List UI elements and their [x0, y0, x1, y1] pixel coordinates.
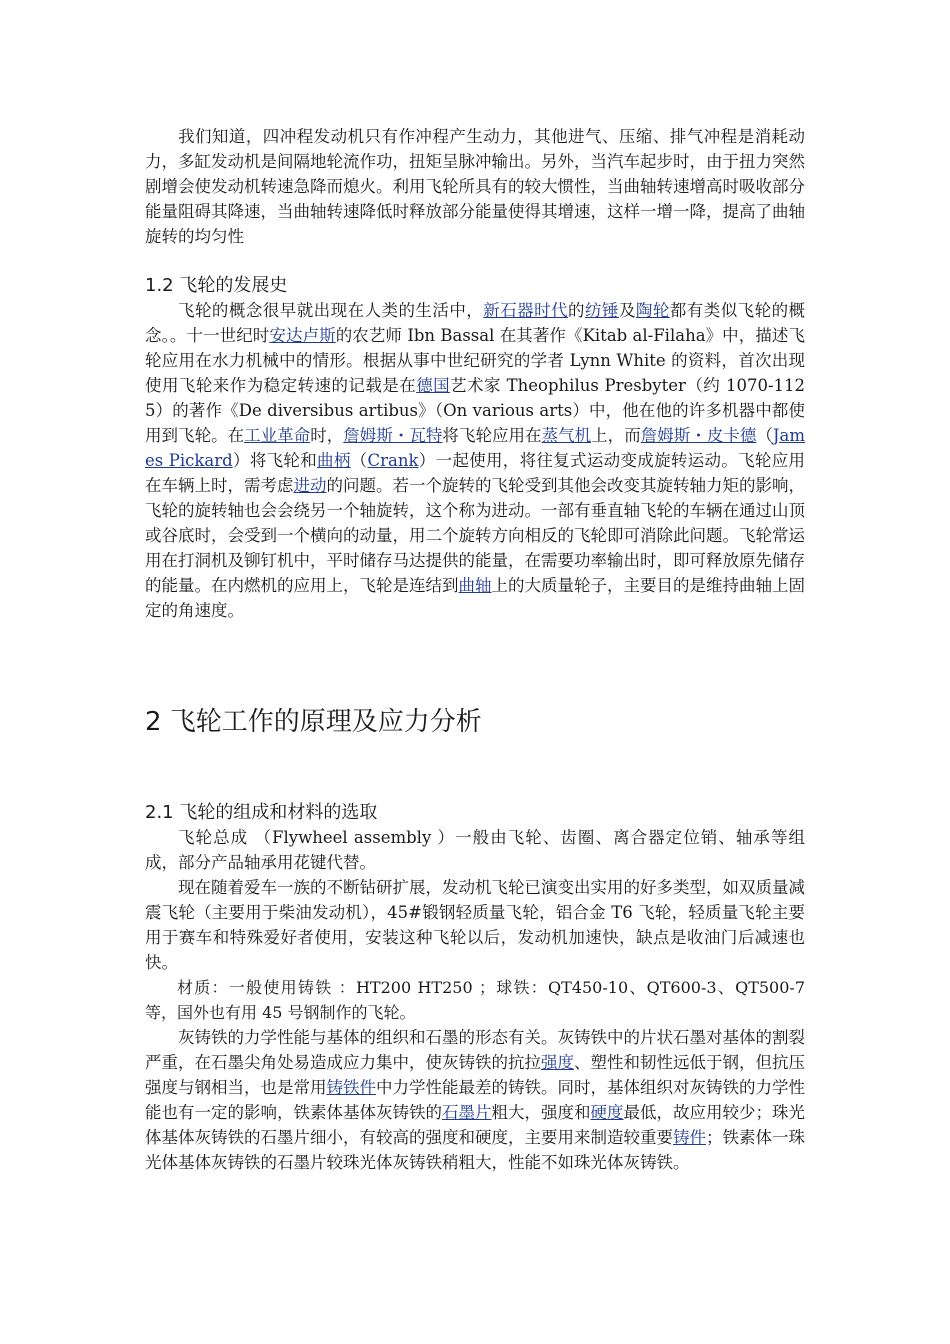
- link-crank-cn[interactable]: 曲柄: [317, 451, 351, 470]
- section-heading-2: 2 飞轮工作的原理及应力分析: [145, 707, 482, 737]
- link-iron-castings[interactable]: 铸铁件: [326, 1078, 376, 1097]
- text-run: 的农艺师 Ibn Bassal 在其著作《Kitab al-Filaha》中，描述飞轮应用在水力机械中的情形。根据从事中世纪研究的学者 Lynn White 的资料，首次出现使用飞轮来作为稳定转速的记载是在: [145, 326, 805, 395]
- link-castings[interactable]: 铸件: [673, 1128, 706, 1147]
- assembly-paragraph: 飞轮总成 （Flywheel assembly ）一般由飞轮、齿圈、离合器定位销、轴承等组成，部分产品轴承用花键代替。: [145, 828, 805, 872]
- link-james-watt[interactable]: 詹姆斯・瓦特: [343, 426, 443, 445]
- gray-iron-paragraph: [145, 1025, 805, 1175]
- link-graphite-flake[interactable]: 石墨片: [442, 1103, 492, 1122]
- text-run: 将飞轮应用在: [442, 426, 542, 445]
- text-run: 上的大质量轮子，主要目的是维持曲轴上固定的角速度。: [145, 576, 805, 620]
- text-run: 灰铸铁的力学性能与基体的组织和石墨的形态有关。灰铸铁中的片状石墨对基体的割裂严重，在石墨尖角处易造成应力集中，使灰铸铁的抗拉: [145, 1028, 805, 1072]
- text-run: 、塑性和韧性远低于钢，但抗压强度与钢相当，也是常用: [145, 1053, 805, 1097]
- link-potters-wheel[interactable]: 陶轮: [635, 301, 670, 320]
- composition-section: [145, 825, 805, 1175]
- section-heading-1-2: 1.2 飞轮的发展史: [145, 275, 288, 296]
- section-heading-2-1: 2.1 飞轮的组成和材料的选取: [145, 802, 378, 823]
- text-run: （: [756, 426, 773, 445]
- link-hardness[interactable]: 硬度: [590, 1103, 624, 1122]
- history-paragraph: [145, 298, 805, 623]
- link-precession[interactable]: 进动: [293, 476, 327, 495]
- text-run: 的问题。若一个旋转的飞轮受到其他会改变其旋转轴力矩的影响，飞轮的旋转轴也会会绕另一个轴旋转，这个称为进动。一部有垂直轴飞轮的车辆在通过山顶或谷底时，会受到一个横向的动量，用二个旋转方向相反的飞轮即可消除此问题。飞轮常运用在打洞机及铆钉机中，平时储存马达提供的能量，在需要功率输出时，即可释放原先储存的能量。在内燃机的应用上，飞轮是连结到: [145, 476, 805, 595]
- text-run: 艺术家 Theophilus Presbyter（约 1070-1125）的著作《De diversibus artibus》（On various arts）中，他在他的许多机器中都使用到飞轮。在: [145, 376, 806, 445]
- text-run: 都有类似飞轮的概念。。十一世纪时: [145, 301, 806, 345]
- types-paragraph: 现在随着爱车一族的不断钻研扩展，发动机飞轮已演变出实用的好多类型，如双质量减震飞轮（主要用于柴油发动机），45#锻钢轻质量飞轮，铝合金 T6 飞轮，轻质量飞轮主要用于赛车和特殊爱好者使用，安装这种飞轮以后，发动机加速快，缺点是收油门后减速也快。: [145, 878, 805, 972]
- text-run: （: [350, 451, 368, 470]
- text-run: 的: [568, 301, 586, 320]
- link-james-pickard-en[interactable]: James Pickard: [145, 426, 806, 470]
- text-run: ；铁素体一珠光体基体灰铸铁的石墨片较珠光体灰铸铁稍粗大，性能不如珠光体灰铸铁。: [145, 1128, 805, 1172]
- text-run: 粗大，强度和: [491, 1103, 591, 1122]
- link-steam-engine[interactable]: 蒸气机: [541, 426, 592, 445]
- link-neolithic[interactable]: 新石器时代: [483, 301, 569, 320]
- text-run: 飞轮的概念很早就出现在人类的生活中，: [178, 301, 484, 320]
- intro-paragraph: 我们知道，四冲程发动机只有作冲程产生动力，其他进气、压缩、排气冲程是消耗动力，多缸发动机是间隔地轮流作功，扭矩呈脉冲输出。另外，当汽车起步时，由于扭力突然剧增会使发动机转速急降而熄火。利用飞轮所具有的较大惯性，当曲轴转速增高时吸收部分能量阻碍其降速，当曲轴转速降低时释放部分能量使得其增速，这样一增一降，提高了曲轴旋转的均匀性: [145, 127, 805, 246]
- text-run: 最低，故应用较少；珠光体基体灰铸铁的石墨片细小，有较高的强度和硬度，主要用来制造较重要: [145, 1103, 805, 1147]
- text-run: 及: [618, 301, 636, 320]
- material-paragraph: 材质：一般使用铸铁 ：HT200 HT250 ；球铁：QT450-10、QT600-3、QT500-7 等，国外也有用 45 号钢制作的飞轮。: [145, 978, 805, 1022]
- link-spindle[interactable]: 纺锤: [585, 301, 619, 320]
- text-run: ）将飞轮和: [232, 451, 318, 470]
- text-run: 中力学性能最差的铸铁。同时，基体组织对灰铸铁的力学性能也有一定的影响，铁素体基体灰铸铁的: [145, 1078, 805, 1122]
- text-run: ）一起使用，将往复式运动变成旋转运动。飞轮应用在车辆上时，需考虑: [145, 451, 806, 495]
- link-germany[interactable]: 德国: [416, 376, 451, 395]
- link-industrial-revolution[interactable]: 工业革命: [244, 426, 311, 445]
- link-strength[interactable]: 强度: [541, 1053, 574, 1072]
- link-crank-en[interactable]: Crank: [367, 451, 419, 470]
- text-run: 上，而: [591, 426, 641, 445]
- link-al-andalus[interactable]: 安达卢斯: [269, 326, 336, 345]
- text-run: 时，: [310, 426, 344, 445]
- link-james-pickard-cn[interactable]: 詹姆斯・皮卡德: [640, 426, 757, 445]
- link-crankshaft[interactable]: 曲轴: [458, 576, 492, 595]
